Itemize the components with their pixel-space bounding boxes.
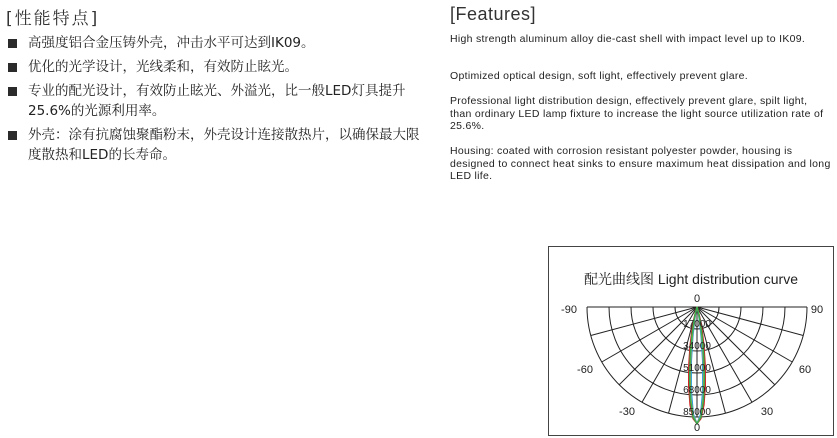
polar-diagram (549, 247, 833, 435)
radial-label: 17000 (683, 319, 711, 330)
cn-feature-text: 高强度铝合金压铸外壳，冲击水平可达到IK09。 (28, 35, 315, 51)
en-feature-text: Professional light distribution design, effectively prevent glare, spilt light, than ordinary LED lamp fixture to increase the light source utilization rate of 25.6%. (450, 95, 824, 132)
cn-feature-item (8, 57, 428, 77)
grid-spoke (591, 307, 697, 335)
en-feature-paragraph (450, 33, 832, 46)
grid-spoke (602, 307, 697, 362)
radial-label: 34000 (683, 341, 711, 352)
en-feature-text: Optimized optical design, soft light, effectively prevent glare. (450, 70, 748, 82)
light-distribution-panel (548, 246, 834, 436)
cn-feature-list (8, 33, 428, 169)
radial-label: 85000 (683, 407, 711, 418)
cn-feature-item (8, 81, 428, 121)
cn-section-title: [性能特点] (6, 9, 100, 29)
angle-label-left-mid: -60 (577, 364, 593, 376)
grid-spoke (697, 307, 792, 362)
en-feature-text: Housing: coated with corrosion resistant polyester powder, housing is designed to connect heat sinks to ensure maximum heat dissipation and long LED life. (450, 145, 831, 182)
square-bullet-icon (8, 63, 17, 72)
square-bullet-icon (8, 39, 17, 48)
cn-feature-text: 专业的配光设计，有效防止眩光、外溢光，比一般LED灯具提升25.6%的光源利用率。 (28, 83, 406, 119)
en-section-title: [Features] (450, 4, 537, 24)
en-feature-paragraph (450, 145, 832, 183)
square-bullet-icon (8, 131, 17, 140)
angle-label-right-top: 90 (810, 304, 824, 316)
angle-label-left-top: -90 (561, 304, 577, 316)
angle-label-bottom: 0 (693, 422, 701, 434)
cn-feature-item (8, 125, 428, 165)
en-feature-text: High strength aluminum alloy die-cast shell with impact level up to IK09. (450, 33, 806, 45)
angle-label-top: 0 (693, 293, 701, 305)
cn-feature-text: 外壳：涂有抗腐蚀聚酯粉末，外壳设计连接散热片，以确保最大限度散热和LED的长寿命。 (28, 127, 420, 163)
radial-label: 68000 (683, 385, 711, 396)
grid-spoke (697, 307, 803, 335)
cn-feature-text: 优化的光学设计，光线柔和，有效防止眩光。 (28, 59, 298, 75)
curve-title: 配光曲线图 Light distribution curve (584, 271, 798, 287)
square-bullet-icon (8, 87, 17, 96)
en-feature-paragraph (450, 70, 832, 83)
angle-label-right-low: 30 (760, 406, 774, 418)
radial-label: 51000 (683, 363, 711, 374)
en-feature-paragraph (450, 95, 832, 133)
cn-feature-item (8, 33, 428, 53)
angle-label-left-low: -30 (619, 406, 635, 418)
angle-label-right-mid: 60 (798, 364, 812, 376)
